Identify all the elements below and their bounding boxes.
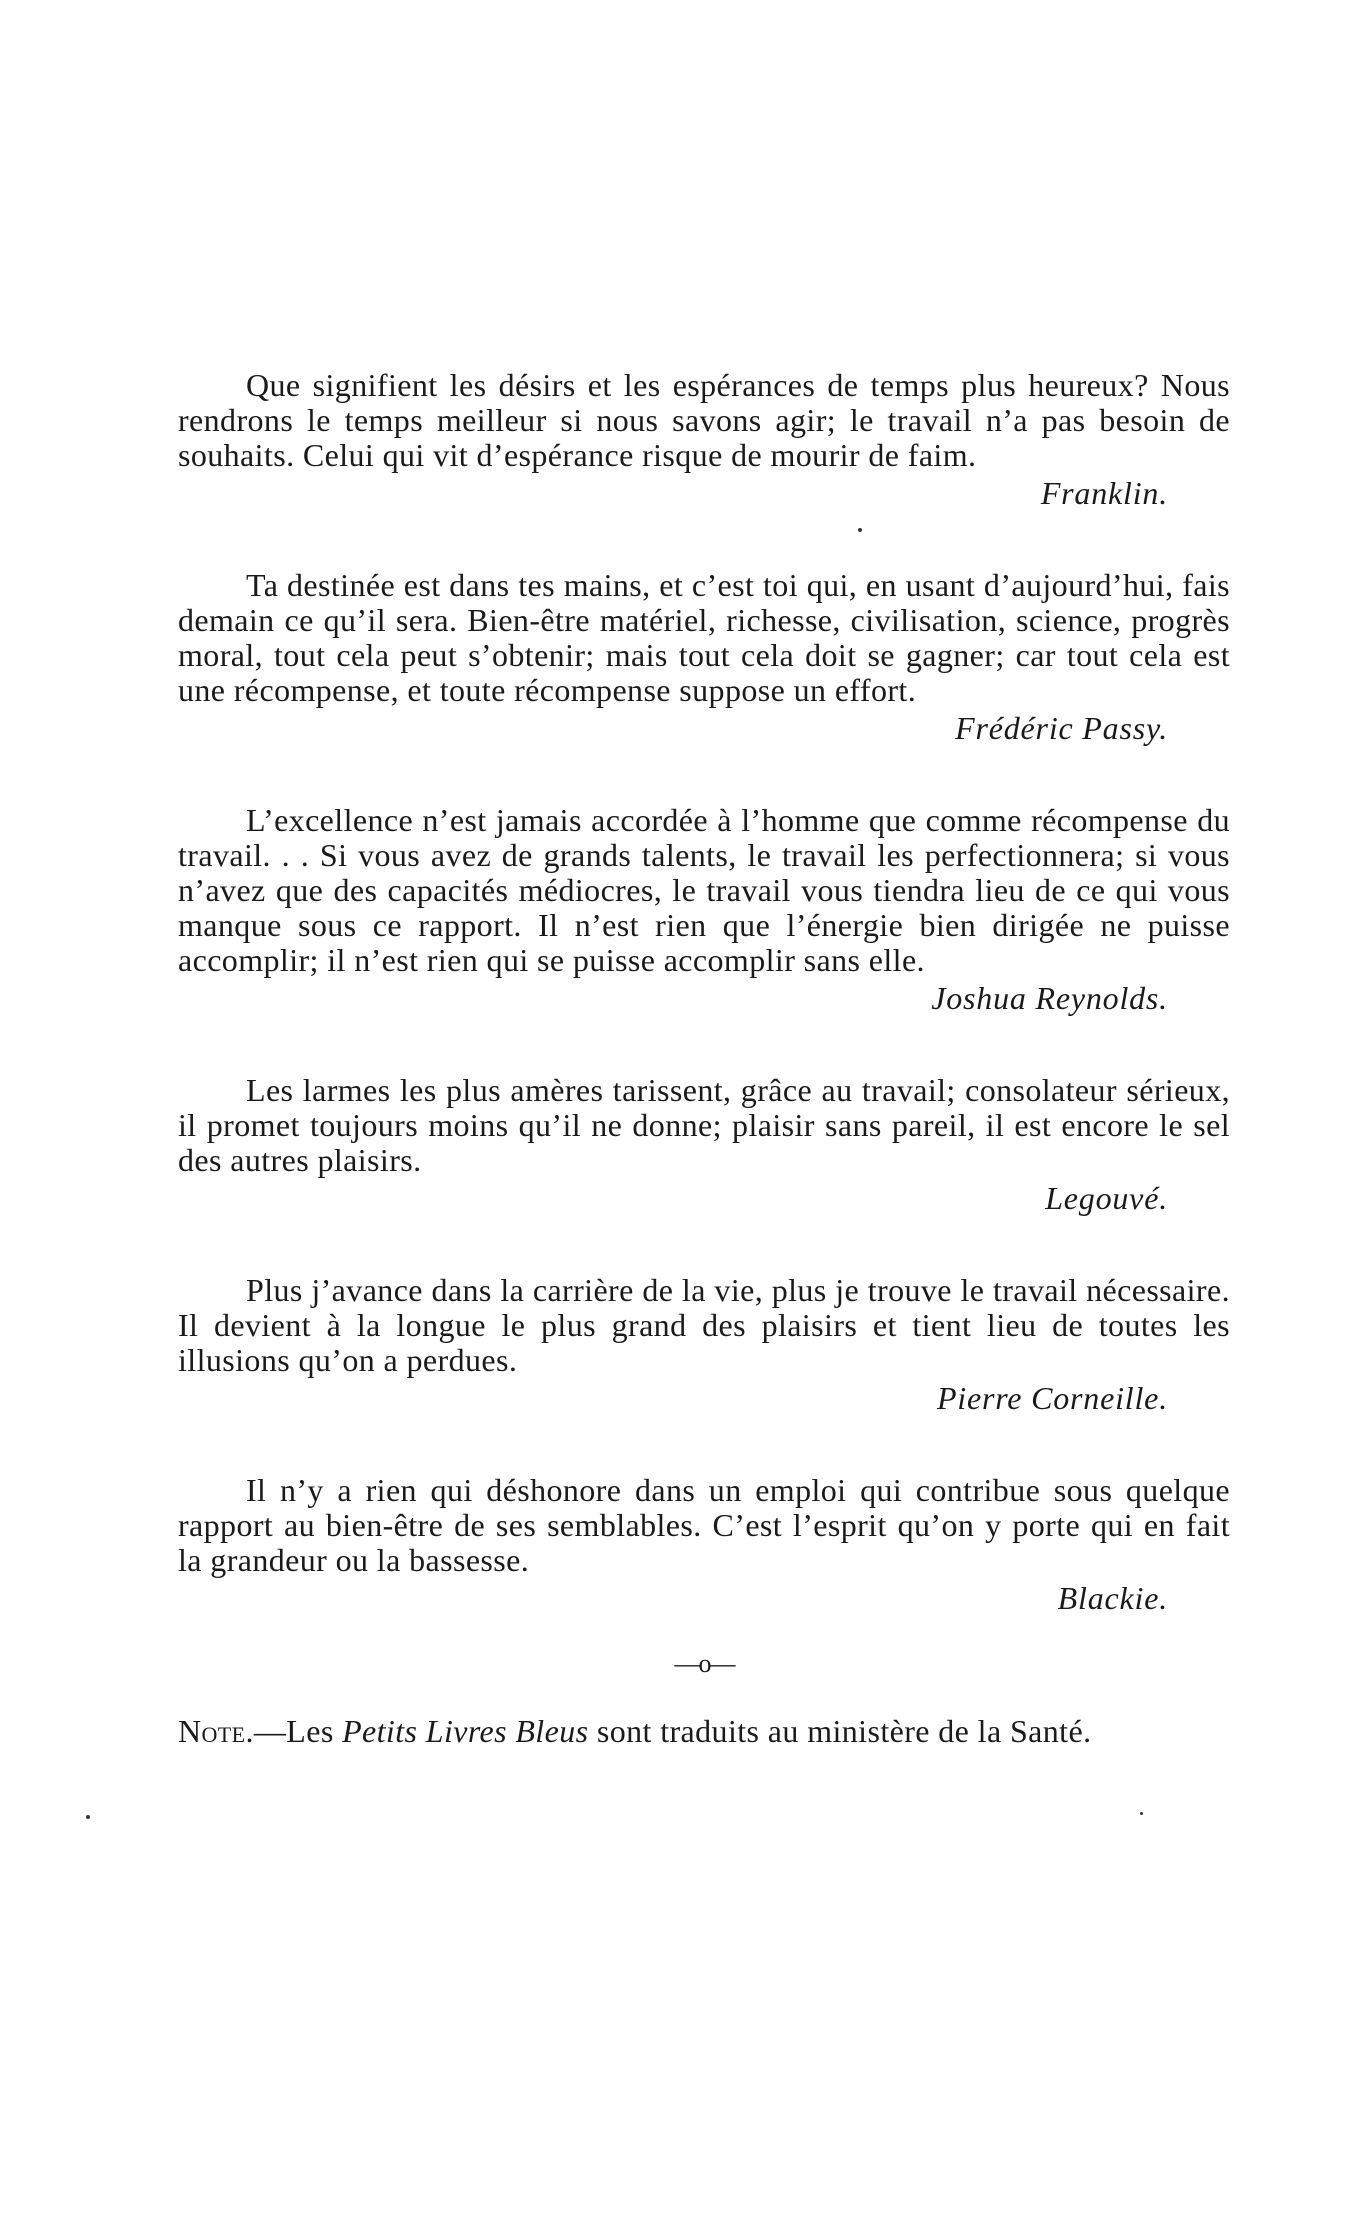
quote-text: Les larmes les plus amères tarissent, grâce au travail; consolateur sérieux, il promet toujours moins qu’il ne donne; plaisir sans pareil, il est encore le sel des autres plaisirs. bbox=[178, 1072, 1230, 1178]
print-speck bbox=[86, 1815, 90, 1819]
print-speck bbox=[1140, 1812, 1143, 1815]
quote-author: Blackie. bbox=[1057, 1580, 1168, 1616]
note-title: Petits Livres Bleus bbox=[342, 1713, 589, 1749]
quote-passy bbox=[178, 568, 1230, 747]
quote-text: L’excellence n’est jamais accordée à l’homme que comme récompense du travail. . . Si vous avez de grands talents, le travail les perfectionnera; si vous n’avez que des capacités médiocres, le travail vous tiendra lieu de ce qui vous manque sous ce rapport. Il n’est rien que l’énergie bien dirigée ne puisse accomplir; il n’est rien qui se puisse accomplir sans elle. bbox=[178, 802, 1230, 978]
note-prefix: —Les bbox=[253, 1713, 343, 1749]
note-label: Note. bbox=[178, 1713, 254, 1749]
quote-reynolds bbox=[178, 803, 1230, 1017]
quote-text: Que signifient les désirs et les espérances de temps plus heureux? Nous rendrons le temps meilleur si nous savons agir; le travail n’a pas besoin de souhaits. Celui qui vit d’espérance risque de mourir de faim. bbox=[178, 367, 1230, 473]
page-content bbox=[178, 368, 1230, 1749]
quote-author: Joshua Reynolds. bbox=[931, 980, 1168, 1016]
print-speck bbox=[858, 528, 862, 532]
quote-corneille bbox=[178, 1273, 1230, 1417]
quote-franklin bbox=[178, 368, 1230, 512]
quote-author: Franklin. bbox=[1040, 475, 1168, 511]
quote-author: Legouvé. bbox=[1045, 1180, 1168, 1216]
quote-text: Il n’y a rien qui déshonore dans un emploi qui contribue sous quelque rapport au bien-être de ses semblables. C’est l’esprit qu’on y porte qui en fait la grandeur ou la bassesse. bbox=[178, 1472, 1230, 1578]
quote-text: Plus j’avance dans la carrière de la vie, plus je trouve le travail nécessaire. Il devient à la longue le plus grand des plaisirs et tient lieu de toutes les illusions qu’on a perdues. bbox=[178, 1272, 1230, 1378]
note-suffix: sont traduits au ministère de la Santé. bbox=[588, 1713, 1092, 1749]
quote-legouve bbox=[178, 1073, 1230, 1217]
section-divider: —o— bbox=[674, 1649, 734, 1678]
quote-blackie bbox=[178, 1473, 1230, 1617]
footnote bbox=[178, 1713, 1230, 1749]
quote-author: Frédéric Passy. bbox=[955, 710, 1168, 746]
quote-text: Ta destinée est dans tes mains, et c’est toi qui, en usant d’aujourd’hui, fais demain ce qu’il sera. Bien-être matériel, richesse, civilisation, science, progrès moral, tout cela peut s’obtenir; mais tout cela doit se gagner; car tout cela est une récompense, et toute récompense suppose un effort. bbox=[178, 567, 1230, 708]
quote-author: Pierre Corneille. bbox=[936, 1380, 1168, 1416]
